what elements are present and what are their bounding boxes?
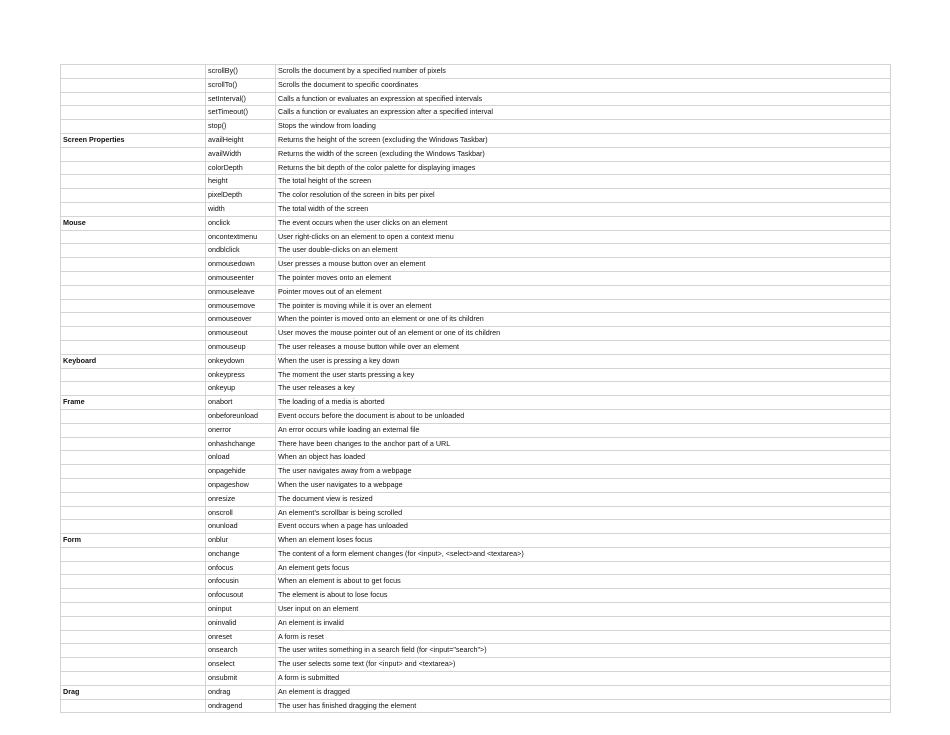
reference-sheet (60, 64, 890, 713)
description-cell: The user navigates away from a webpage (276, 465, 891, 479)
name-cell: scrollBy() (206, 65, 276, 79)
name-cell: onfocusin (206, 575, 276, 589)
name-cell: onpageshow (206, 478, 276, 492)
group-cell (61, 672, 206, 686)
table-row (61, 492, 891, 506)
group-cell (61, 658, 206, 672)
table-row (61, 120, 891, 134)
table-row (61, 547, 891, 561)
name-cell: onselect (206, 658, 276, 672)
description-cell: The user releases a mouse button while over an element (276, 340, 891, 354)
table-row (61, 106, 891, 120)
table-row (61, 423, 891, 437)
description-cell: The total width of the screen (276, 202, 891, 216)
group-cell (61, 189, 206, 203)
group-cell (61, 299, 206, 313)
table-row (61, 561, 891, 575)
description-cell: A form is submitted (276, 672, 891, 686)
description-cell: Scrolls the document by a specified number of pixels (276, 65, 891, 79)
group-cell (61, 258, 206, 272)
group-cell: Keyboard (61, 354, 206, 368)
description-cell: The event occurs when the user clicks on an element (276, 216, 891, 230)
name-cell: oninput (206, 603, 276, 617)
description-cell: The color resolution of the screen in bits per pixel (276, 189, 891, 203)
description-cell: Calls a function or evaluates an expression after a specified interval (276, 106, 891, 120)
name-cell: onmouseout (206, 327, 276, 341)
group-cell (61, 120, 206, 134)
name-cell: onkeydown (206, 354, 276, 368)
table-row (61, 575, 891, 589)
group-cell (61, 506, 206, 520)
description-cell: When an object has loaded (276, 451, 891, 465)
name-cell: onfocusout (206, 589, 276, 603)
name-cell: onmousemove (206, 299, 276, 313)
name-cell: onmouseleave (206, 285, 276, 299)
description-cell: The moment the user starts pressing a key (276, 368, 891, 382)
description-cell: The document view is resized (276, 492, 891, 506)
table-row (61, 672, 891, 686)
name-cell: onunload (206, 520, 276, 534)
table-row (61, 478, 891, 492)
name-cell: onreset (206, 630, 276, 644)
description-cell: An element gets focus (276, 561, 891, 575)
table-row (61, 216, 891, 230)
description-cell: Stops the window from loading (276, 120, 891, 134)
group-cell: Drag (61, 685, 206, 699)
table-row (61, 685, 891, 699)
group-cell: Screen Properties (61, 133, 206, 147)
table-row (61, 368, 891, 382)
description-cell: Pointer moves out of an element (276, 285, 891, 299)
group-cell (61, 547, 206, 561)
description-cell: The element is about to lose focus (276, 589, 891, 603)
description-cell: The user releases a key (276, 382, 891, 396)
name-cell: onerror (206, 423, 276, 437)
group-cell (61, 202, 206, 216)
table-row (61, 534, 891, 548)
name-cell: ondrag (206, 685, 276, 699)
table-row (61, 644, 891, 658)
group-cell (61, 382, 206, 396)
description-cell: An element’s scrollbar is being scrolled (276, 506, 891, 520)
name-cell: onkeyup (206, 382, 276, 396)
description-cell: An element is invalid (276, 616, 891, 630)
table-row (61, 409, 891, 423)
name-cell: setInterval() (206, 92, 276, 106)
table-row (61, 506, 891, 520)
group-cell (61, 340, 206, 354)
group-cell (61, 616, 206, 630)
name-cell: ondblclick (206, 244, 276, 258)
name-cell: pixelDepth (206, 189, 276, 203)
description-cell: Returns the bit depth of the color palette for displaying images (276, 161, 891, 175)
description-cell: User moves the mouse pointer out of an element or one of its children (276, 327, 891, 341)
group-cell (61, 451, 206, 465)
table-row (61, 603, 891, 617)
name-cell: height (206, 175, 276, 189)
group-cell (61, 423, 206, 437)
description-cell: An element is dragged (276, 685, 891, 699)
name-cell: onload (206, 451, 276, 465)
table-row (61, 299, 891, 313)
name-cell: onpagehide (206, 465, 276, 479)
description-cell: When the user is pressing a key down (276, 354, 891, 368)
name-cell: onblur (206, 534, 276, 548)
group-cell (61, 575, 206, 589)
group-cell (61, 561, 206, 575)
description-cell: There have been changes to the anchor part of a URL (276, 437, 891, 451)
group-cell (61, 271, 206, 285)
group-cell (61, 147, 206, 161)
name-cell: onsubmit (206, 672, 276, 686)
group-cell (61, 92, 206, 106)
group-cell (61, 161, 206, 175)
description-cell: The total height of the screen (276, 175, 891, 189)
name-cell: colorDepth (206, 161, 276, 175)
table-row (61, 382, 891, 396)
table-row (61, 465, 891, 479)
table-row (61, 230, 891, 244)
description-cell: When the pointer is moved onto an element or one of its children (276, 313, 891, 327)
name-cell: onclick (206, 216, 276, 230)
description-cell: When an element is about to get focus (276, 575, 891, 589)
table-row (61, 340, 891, 354)
description-cell: User right-clicks on an element to open a context menu (276, 230, 891, 244)
description-cell: A form is reset (276, 630, 891, 644)
description-cell: The user double-clicks on an element (276, 244, 891, 258)
description-cell: Calls a function or evaluates an expression at specified intervals (276, 92, 891, 106)
description-cell: Event occurs when a page has unloaded (276, 520, 891, 534)
table-row (61, 520, 891, 534)
group-cell: Mouse (61, 216, 206, 230)
description-cell: The loading of a media is aborted (276, 396, 891, 410)
group-cell (61, 175, 206, 189)
table-row (61, 202, 891, 216)
name-cell: setTimeout() (206, 106, 276, 120)
table-row (61, 161, 891, 175)
group-cell (61, 520, 206, 534)
reference-table (60, 64, 891, 713)
name-cell: onmousedown (206, 258, 276, 272)
description-cell: Event occurs before the document is about to be unloaded (276, 409, 891, 423)
table-row (61, 147, 891, 161)
description-cell: The user selects some text (for <input> and <textarea>) (276, 658, 891, 672)
name-cell: onsearch (206, 644, 276, 658)
group-cell (61, 285, 206, 299)
name-cell: oncontextmenu (206, 230, 276, 244)
name-cell: width (206, 202, 276, 216)
description-cell: When an element loses focus (276, 534, 891, 548)
name-cell: onscroll (206, 506, 276, 520)
group-cell (61, 327, 206, 341)
table-row (61, 354, 891, 368)
name-cell: availWidth (206, 147, 276, 161)
description-cell: User input on an element (276, 603, 891, 617)
description-cell: Returns the width of the screen (excluding the Windows Taskbar) (276, 147, 891, 161)
group-cell (61, 492, 206, 506)
table-row (61, 189, 891, 203)
group-cell (61, 230, 206, 244)
table-row (61, 451, 891, 465)
description-cell: The user writes something in a search field (for <input="search">) (276, 644, 891, 658)
group-cell: Frame (61, 396, 206, 410)
description-cell: The user has finished dragging the element (276, 699, 891, 713)
name-cell: onmouseenter (206, 271, 276, 285)
group-cell (61, 106, 206, 120)
name-cell: oninvalid (206, 616, 276, 630)
group-cell (61, 437, 206, 451)
name-cell: onkeypress (206, 368, 276, 382)
group-cell (61, 368, 206, 382)
group-cell (61, 644, 206, 658)
table-row (61, 589, 891, 603)
reference-table-body (61, 65, 891, 713)
table-row (61, 699, 891, 713)
name-cell: ondragend (206, 699, 276, 713)
table-row (61, 630, 891, 644)
table-row (61, 92, 891, 106)
description-cell: When the user navigates to a webpage (276, 478, 891, 492)
table-row (61, 65, 891, 79)
table-row (61, 78, 891, 92)
group-cell (61, 465, 206, 479)
group-cell (61, 630, 206, 644)
name-cell: onresize (206, 492, 276, 506)
table-row (61, 616, 891, 630)
table-row (61, 133, 891, 147)
group-cell (61, 589, 206, 603)
table-row (61, 271, 891, 285)
table-row (61, 327, 891, 341)
name-cell: scrollTo() (206, 78, 276, 92)
description-cell: Returns the height of the screen (excluding the Windows Taskbar) (276, 133, 891, 147)
name-cell: onmouseup (206, 340, 276, 354)
group-cell (61, 244, 206, 258)
table-row (61, 175, 891, 189)
name-cell: onfocus (206, 561, 276, 575)
group-cell (61, 478, 206, 492)
name-cell: stop() (206, 120, 276, 134)
table-row (61, 658, 891, 672)
description-cell: The pointer moves onto an element (276, 271, 891, 285)
description-cell: An error occurs while loading an external file (276, 423, 891, 437)
group-cell (61, 603, 206, 617)
name-cell: availHeight (206, 133, 276, 147)
description-cell: Scrolls the document to specific coordinates (276, 78, 891, 92)
name-cell: onchange (206, 547, 276, 561)
group-cell (61, 313, 206, 327)
group-cell (61, 409, 206, 423)
name-cell: onbeforeunload (206, 409, 276, 423)
name-cell: onabort (206, 396, 276, 410)
description-cell: The pointer is moving while it is over an element (276, 299, 891, 313)
table-row (61, 258, 891, 272)
group-cell: Form (61, 534, 206, 548)
table-row (61, 285, 891, 299)
table-row (61, 244, 891, 258)
table-row (61, 396, 891, 410)
description-cell: User presses a mouse button over an element (276, 258, 891, 272)
group-cell (61, 78, 206, 92)
name-cell: onhashchange (206, 437, 276, 451)
group-cell (61, 65, 206, 79)
table-row (61, 437, 891, 451)
table-row (61, 313, 891, 327)
description-cell: The content of a form element changes (for <input>, <select>and <textarea>) (276, 547, 891, 561)
name-cell: onmouseover (206, 313, 276, 327)
group-cell (61, 699, 206, 713)
